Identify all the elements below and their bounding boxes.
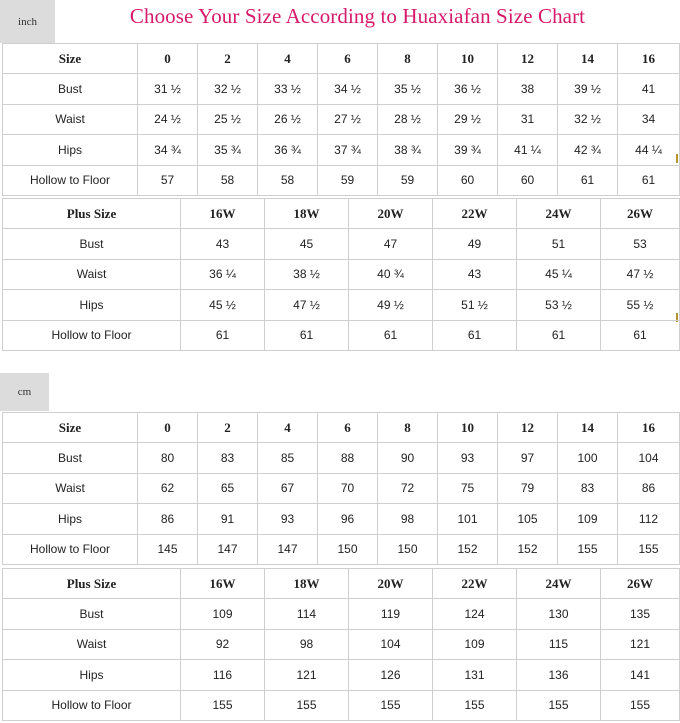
table-cell: 150 [318, 534, 378, 565]
table-cell: 31 [498, 104, 558, 135]
table-cell: 91 [198, 504, 258, 535]
table-cell: 36 ¼ [181, 259, 265, 290]
table-cell: 61 [517, 320, 601, 351]
table-row [3, 534, 680, 565]
table-cell: 58 [198, 165, 258, 196]
row-label: Bust [3, 599, 181, 630]
table-cell: 34 [618, 104, 680, 135]
row-label: Waist [3, 473, 138, 504]
table-cell: 121 [265, 660, 349, 691]
header-size: 6 [318, 44, 378, 74]
table-header-row [3, 413, 680, 443]
table-cell: 61 [181, 320, 265, 351]
header-size: 8 [378, 44, 438, 74]
table-cell: 155 [618, 534, 680, 565]
table-cell: 80 [138, 443, 198, 474]
table-row [3, 690, 680, 721]
table-cell: 98 [265, 629, 349, 660]
table-cell: 72 [378, 473, 438, 504]
table-cell: 124 [433, 599, 517, 630]
table-cell: 96 [318, 504, 378, 535]
header-size: 10 [438, 413, 498, 443]
table-row [3, 599, 680, 630]
table-cell: 114 [265, 599, 349, 630]
header-size: 14 [558, 413, 618, 443]
table-cell: 47 ½ [601, 259, 680, 290]
table-cell: 34 ¾ [138, 135, 198, 166]
header-size: 18W [265, 199, 349, 229]
header-size: 18W [265, 569, 349, 599]
table-cell: 116 [181, 660, 265, 691]
table-cell: 44 ¼ [618, 135, 680, 166]
unit-label-cm [0, 373, 49, 411]
table-cell: 104 [349, 629, 433, 660]
table-row [3, 74, 680, 105]
table-cell: 59 [378, 165, 438, 196]
table-header-row [3, 569, 680, 599]
table-cell: 41 ¼ [498, 135, 558, 166]
header-size: 16W [181, 199, 265, 229]
table-cell: 35 ¾ [198, 135, 258, 166]
table-cell: 24 ½ [138, 104, 198, 135]
table-cell: 119 [349, 599, 433, 630]
header-size: 2 [198, 413, 258, 443]
table-cell: 51 ½ [433, 290, 517, 321]
table-cell: 152 [438, 534, 498, 565]
table-row [3, 320, 680, 351]
table-cell: 115 [517, 629, 601, 660]
table-cell: 39 ¾ [438, 135, 498, 166]
table-cell: 43 [181, 229, 265, 260]
row-label: Hollow to Floor [3, 165, 138, 196]
table-cell: 79 [498, 473, 558, 504]
table-cell: 57 [138, 165, 198, 196]
table-cell: 130 [517, 599, 601, 630]
table-cell: 147 [198, 534, 258, 565]
row-label: Hollow to Floor [3, 534, 138, 565]
row-label: Hips [3, 290, 181, 321]
table-header-row [3, 44, 680, 74]
table-cell: 40 ¾ [349, 259, 433, 290]
table-cell: 53 ½ [517, 290, 601, 321]
table-cell: 101 [438, 504, 498, 535]
table-cell: 112 [618, 504, 680, 535]
table-cell: 60 [498, 165, 558, 196]
header-label: Size [3, 44, 138, 74]
table-cell: 109 [558, 504, 618, 535]
row-label: Hollow to Floor [3, 320, 181, 351]
table-cell: 41 [618, 74, 680, 105]
table-cell: 83 [198, 443, 258, 474]
plus-size-table-inch [2, 198, 680, 351]
unit-label-text: cm [17, 386, 32, 398]
row-label: Hips [3, 660, 181, 691]
table-row [3, 290, 680, 321]
header-size: 22W [433, 569, 517, 599]
row-label: Bust [3, 443, 138, 474]
table-cell: 65 [198, 473, 258, 504]
table-cell: 61 [433, 320, 517, 351]
header-size: 0 [138, 44, 198, 74]
table-cell: 85 [258, 443, 318, 474]
page-title: Choose Your Size According to Huaxiafan Size Chart [129, 4, 586, 28]
header-size: 12 [498, 44, 558, 74]
table-cell: 33 ½ [258, 74, 318, 105]
header-size: 14 [558, 44, 618, 74]
table-cell: 93 [438, 443, 498, 474]
row-label: Hips [3, 135, 138, 166]
row-label: Waist [3, 629, 181, 660]
table-cell: 90 [378, 443, 438, 474]
table-row [3, 504, 680, 535]
size-table-inch [2, 43, 680, 196]
header-label: Plus Size [3, 199, 181, 229]
table-cell: 62 [138, 473, 198, 504]
header-size: 4 [258, 44, 318, 74]
header-size: 0 [138, 413, 198, 443]
table-cell: 155 [265, 690, 349, 721]
table-cell: 104 [618, 443, 680, 474]
table-cell: 126 [349, 660, 433, 691]
table-cell: 31 ½ [138, 74, 198, 105]
table-cell: 105 [498, 504, 558, 535]
table-cell: 75 [438, 473, 498, 504]
table-cell: 61 [601, 320, 680, 351]
table-cell: 29 ½ [438, 104, 498, 135]
row-label: Bust [3, 74, 138, 105]
header-label: Size [3, 413, 138, 443]
table-cell: 155 [558, 534, 618, 565]
table-cell: 83 [558, 473, 618, 504]
table-cell: 49 ½ [349, 290, 433, 321]
table-cell: 47 ½ [265, 290, 349, 321]
table-cell: 61 [265, 320, 349, 351]
table-cell: 55 ½ [601, 290, 680, 321]
table-cell: 32 ½ [198, 74, 258, 105]
table-cell: 58 [258, 165, 318, 196]
header-size: 20W [349, 569, 433, 599]
unit-label-inch [0, 0, 55, 43]
table-cell: 27 ½ [318, 104, 378, 135]
table-cell: 155 [181, 690, 265, 721]
table-cell: 34 ½ [318, 74, 378, 105]
row-label: Waist [3, 104, 138, 135]
table-row [3, 473, 680, 504]
header-size: 16 [618, 413, 680, 443]
table-cell: 60 [438, 165, 498, 196]
row-label: Hips [3, 504, 138, 535]
table-cell: 49 [433, 229, 517, 260]
header-size: 12 [498, 413, 558, 443]
header-size: 16 [618, 44, 680, 74]
header-size: 6 [318, 413, 378, 443]
table-cell: 25 ½ [198, 104, 258, 135]
table-cell: 86 [138, 504, 198, 535]
table-row [3, 629, 680, 660]
table-cell: 61 [349, 320, 433, 351]
table-cell: 92 [181, 629, 265, 660]
table-cell: 145 [138, 534, 198, 565]
plus-size-table-cm [2, 568, 680, 721]
table-row [3, 135, 680, 166]
table-cell: 155 [601, 690, 680, 721]
header-size: 20W [349, 199, 433, 229]
table-cell: 26 ½ [258, 104, 318, 135]
table-cell: 131 [433, 660, 517, 691]
table-row [3, 229, 680, 260]
table-cell: 147 [258, 534, 318, 565]
table-cell: 53 [601, 229, 680, 260]
table-row [3, 104, 680, 135]
row-label: Waist [3, 259, 181, 290]
table-cell: 51 [517, 229, 601, 260]
table-cell: 38 [498, 74, 558, 105]
table-cell: 152 [498, 534, 558, 565]
table-header-row [3, 199, 680, 229]
table-cell: 43 [433, 259, 517, 290]
table-cell: 28 ½ [378, 104, 438, 135]
table-row [3, 259, 680, 290]
table-cell: 42 ¾ [558, 135, 618, 166]
table-cell: 59 [318, 165, 378, 196]
table-cell: 36 ¾ [258, 135, 318, 166]
table-cell: 45 [265, 229, 349, 260]
table-row [3, 443, 680, 474]
header-size: 24W [517, 569, 601, 599]
table-cell: 155 [433, 690, 517, 721]
table-cell: 141 [601, 660, 680, 691]
table-cell: 135 [601, 599, 680, 630]
table-cell: 45 ¼ [517, 259, 601, 290]
table-cell: 88 [318, 443, 378, 474]
table-cell: 100 [558, 443, 618, 474]
table-cell: 150 [378, 534, 438, 565]
table-cell: 32 ½ [558, 104, 618, 135]
table-cell: 45 ½ [181, 290, 265, 321]
table-cell: 93 [258, 504, 318, 535]
row-label: Hollow to Floor [3, 690, 181, 721]
table-cell: 121 [601, 629, 680, 660]
table-cell: 61 [558, 165, 618, 196]
header-size: 8 [378, 413, 438, 443]
unit-label-text: inch [18, 15, 37, 28]
header-size: 4 [258, 413, 318, 443]
table-cell: 39 ½ [558, 74, 618, 105]
header-label: Plus Size [3, 569, 181, 599]
table-cell: 98 [378, 504, 438, 535]
table-cell: 61 [618, 165, 680, 196]
header-size: 16W [181, 569, 265, 599]
header-size: 2 [198, 44, 258, 74]
header-size: 22W [433, 199, 517, 229]
table-cell: 97 [498, 443, 558, 474]
table-cell: 155 [517, 690, 601, 721]
table-row [3, 165, 680, 196]
header-size: 24W [517, 199, 601, 229]
table-cell: 86 [618, 473, 680, 504]
table-cell: 47 [349, 229, 433, 260]
table-cell: 36 ½ [438, 74, 498, 105]
table-cell: 136 [517, 660, 601, 691]
table-cell: 109 [433, 629, 517, 660]
table-cell: 67 [258, 473, 318, 504]
size-table-cm [2, 412, 680, 565]
table-cell: 35 ½ [378, 74, 438, 105]
row-label: Bust [3, 229, 181, 260]
table-row [3, 660, 680, 691]
table-cell: 38 ½ [265, 259, 349, 290]
header-size: 26W [601, 199, 680, 229]
header-size: 26W [601, 569, 680, 599]
table-cell: 38 ¾ [378, 135, 438, 166]
table-cell: 70 [318, 473, 378, 504]
table-cell: 155 [349, 690, 433, 721]
table-cell: 109 [181, 599, 265, 630]
header-size: 10 [438, 44, 498, 74]
table-cell: 37 ¾ [318, 135, 378, 166]
